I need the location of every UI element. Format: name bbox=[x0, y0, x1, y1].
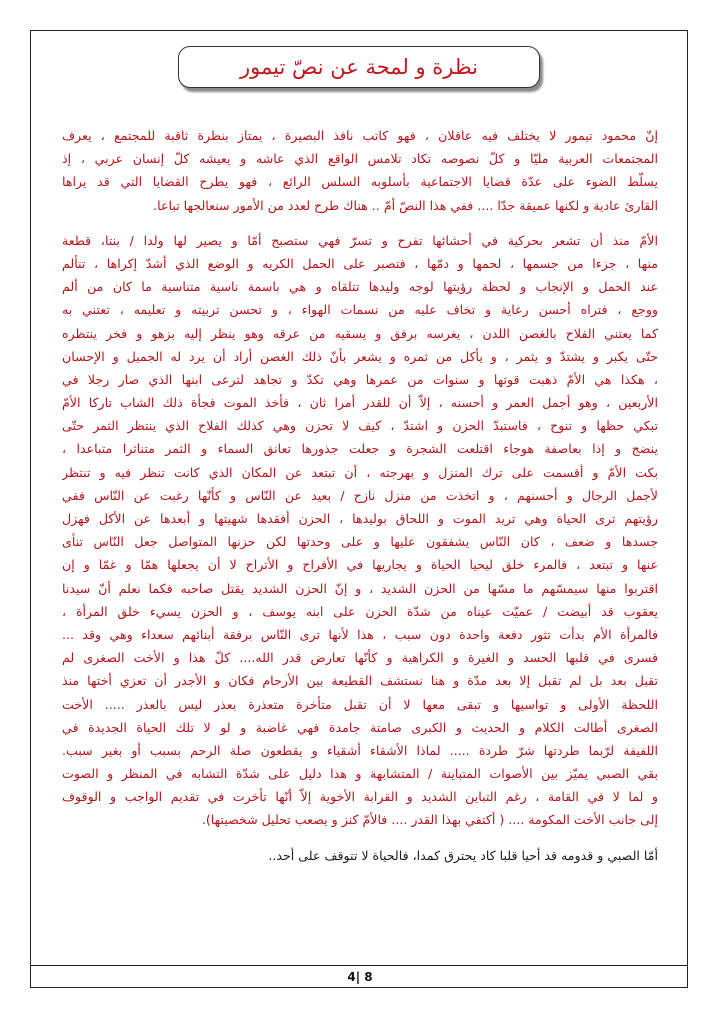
paragraph-gap bbox=[62, 832, 658, 844]
page-number: 4| 8 bbox=[347, 970, 373, 984]
text-line: أمّا الصبي و قدومه قد أحيا قلبا كاد يحترق كمدا، فالحياة لا تتوقف على أحد.. bbox=[268, 847, 658, 863]
text-line: فالمرأة الأم بدأت تثور دفعة واحدة دون سبب ، هذا لأنها ترى النّاس برفقة أبنائهم سعداء وهي وقد ... bbox=[62, 626, 658, 642]
text-line: ، هكذا هي الأمّ ذهبت قوتها و سنوات من عمرها وهي تكدّ و تجاهد لترعى ابنها الذي صار رجلا في bbox=[62, 371, 658, 387]
text-line: عنها و تبتعد ، فالمرء خلق ليحيا الحياة و يجاريها في الأفراح و الأتراح لا أن يجعلها همّا و غمّا و إن bbox=[62, 557, 658, 573]
text-line: يعقوب قد أبيضت / عميّت عيناه من شدّة الحزن على ابنه يوسف ، و الحزن يسيء خلق المرأة ، bbox=[62, 603, 658, 619]
text-line: الصغرى أطالت الكلام و الحديث و الكبرى صامتة جامدة فهي غاضبة و لو لا تلك الحياة الجديدة في bbox=[62, 719, 658, 735]
text-line: لأجمل الرجال و أحسنهم ، و اتخذت من منزل نازح / بعيد عن النّاس و كأنّها رغبت عن النّاس ففي bbox=[62, 487, 658, 503]
text-line: و لما لا في القامة ، رغم التباين الشديد و القرابة الأخوية إلاّ أنّها تأخرت في تقديم الواجب و الوقوف bbox=[62, 789, 658, 805]
paragraph bbox=[62, 124, 658, 217]
text-line: منها ، جزءا من جسمها ، لحمها و دمّها ، فتصبر على الحمل الكريه و الوضع الذي أشدّ إكراها ، تتألم bbox=[62, 255, 658, 271]
text-line: عند الحمل و الإنجاب و لحظة رؤيتها لوجه وليدها تتلقاه و هي باسمة ناسية متناسية ما كان من ألم bbox=[62, 279, 658, 295]
text-line: بكت الأمّ و أقسمت على ترك المنزل و بهرجته ، أن تبتعد عن المكان الذي كانت تنظر فيه و تنتظر bbox=[62, 464, 658, 480]
page-title: نظرة و لمحة عن نصّ تيمور bbox=[240, 55, 478, 79]
text-line: تبكي حظها و تنوح ، فاستبدّ الحزن و اشتدّ ، كيف لا تحزن وهي كذلك الفلاح الذي ينتظر الثمر حتّى bbox=[62, 418, 658, 434]
text-line: كما يعتني الفلاح بالغصن اللدن ، يغرسه برفق و يسقيه من عرقه وهو ينظر إليه بزهو و فخر ينتظره bbox=[62, 325, 658, 341]
footer-divider bbox=[30, 965, 688, 966]
text-line: حتّى يكبر و يشتدّ و يثمر ، و يأكل من ثمره و يشعر بأنّ ذلك الغصن أراد أن يرد له الجميل و الإحسان bbox=[62, 348, 658, 364]
article-body bbox=[62, 124, 658, 867]
text-line: إنّ محمود تيمور لا يختلف فيه عاقلان ، فهو كاتب نافذ البصيرة ، يمتاز بنظرة ثاقبة للمجتمع ، يعرف bbox=[62, 128, 658, 143]
title-box bbox=[178, 46, 540, 88]
text-line: اقتربوا منها سيمسّهم ما مسّها من الحزن الشديد ، و إنّ الحزن الشديد يقتل صاحبه فكما نعلم أنّ سيدنا bbox=[62, 580, 658, 596]
text-line: ينضج و إذا بعاصفة هوجاء اقتلعت الشجرة و جعلت جذورها تعانق السماء و الثمر متناثرا متباعدا ، bbox=[62, 441, 658, 457]
text-line: تقبل بعد بل لم تقبل إلا بعد مدّة و هنا نستشف القطيعة بين الأرحام فكان و الأجدر أن تعزي أختها منذ bbox=[62, 673, 658, 689]
text-line: إلى جانب الأخت المكومة .... ( أكتفي بهذا القدر .... فالأمّ كنز و يصعب تحليل شخصيتها). bbox=[201, 812, 658, 828]
text-line: الأربعين ، وهو أجمل العمر و أحسنه ، إلاّ أن للقدر أمرا ثان ، فأخذ الموت فجأة ذلك الشاب تاركا الأمّ bbox=[62, 395, 658, 411]
text-line: القارئ عادية و لكنها عميقة جدّا .... ففي هذا النصّ أمّ .. هناك طرح لعدد من الأمور سنعالجها تباعا. bbox=[153, 197, 658, 213]
paragraph bbox=[62, 844, 658, 867]
text-line: اللحظة الأولى و تواسيها و تبقى معها لا أن تقبل متأخرة متعذرة بعذر ليس بالعذر ..... الأخت bbox=[62, 696, 658, 712]
text-line: المجتمعات العربية مليّا و كلّ نصوصه تكاد تلامس الواقع الذي عاشه و يعيشه كلّ إنسان عربي ، إذ bbox=[62, 151, 658, 167]
text-line: فسرى في قلبها الحسد و الغيرة و الكراهية و كأنّها تعارض قدر الله.... كلّ هذا و الأخت الصغرى لم bbox=[62, 650, 658, 666]
text-line: الأمّ منذ أن تشعر بحركية في أحشائها تفرح و تسرّ فهي ستصبح أمّا و يصير لها ولدا / بنتا، قطعة bbox=[62, 232, 658, 248]
paragraph bbox=[62, 229, 658, 832]
text-line: ووجع ، فتراه أحسن رعاية و تخاف عليه من نسمات الهواء ، و تحسن تربيته و تعليمه ، تعتني به bbox=[62, 302, 658, 318]
text-line: رؤيتهم ترى الحياة وهي تريد الموت و اللحاق بوليدها ، الحزن أفقدها شهيتها و أبعدها عن الأكل فهزل bbox=[62, 511, 658, 526]
paragraph-gap bbox=[62, 217, 658, 229]
text-line: يسلّط الضوء على عدّة قضايا الاجتماعية بأسلوبه السلس الرائع ، فهو يطرح القضايا التي قد يراها bbox=[62, 174, 658, 190]
text-line: اللفيفة لرّبما طردتها شرّ طردة ..... لماذا الأشقاء أشقياء و يقطعون صلة الرحم بسبب أو بغير سبب. bbox=[62, 742, 658, 758]
text-line: بقي الصبي يميّز بين الأصوات المتباينة / المتشابهة و هذا دليل على شدّة التشابه في المنظر و الصوت bbox=[62, 766, 658, 782]
text-line: جسدها و ضعف ، كان النّاس يشفقون عليها و على وحدتها لكن حزنها المتواصل جعل النّاس تنأى bbox=[62, 534, 658, 550]
